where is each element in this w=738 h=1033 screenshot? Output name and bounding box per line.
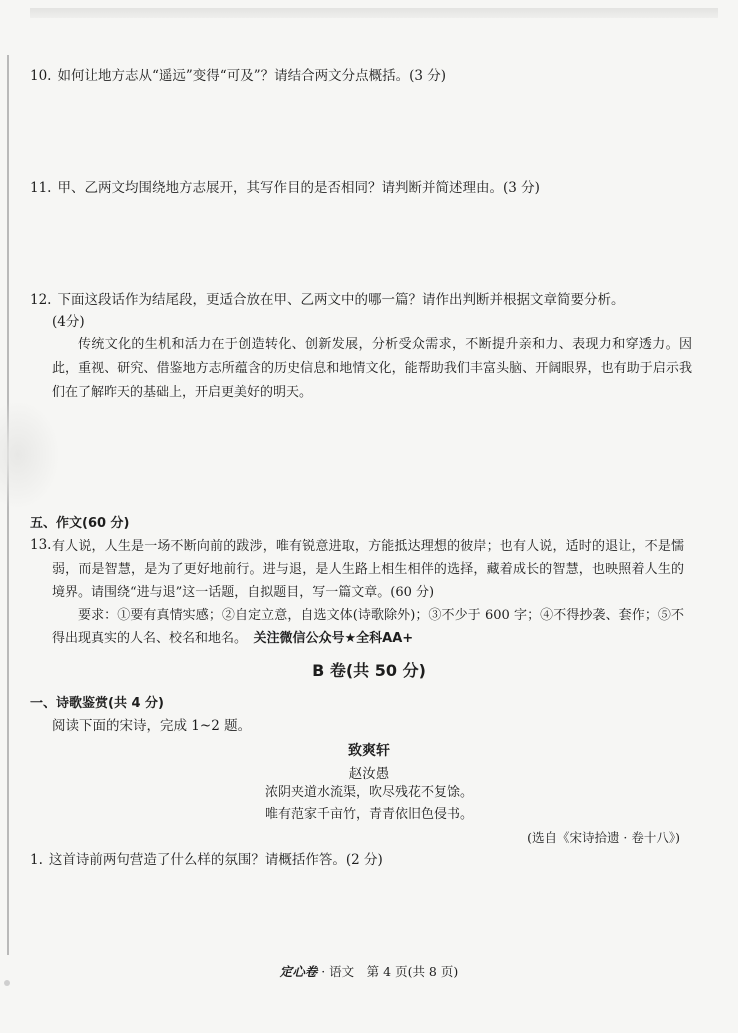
essay-prompt: [52, 535, 684, 650]
question-number: 11.: [30, 180, 52, 196]
question-13-number: 13.: [30, 537, 52, 553]
section-5-heading: 五、作文(60 分): [30, 516, 130, 531]
question-11: [30, 178, 540, 198]
question-10: [30, 66, 446, 86]
poem-line-1: 浓阴夹道水流渠，吹尽残花不复馀。: [264, 785, 473, 800]
reading-instruction: 阅读下面的宋诗，完成 1~2 题。: [52, 718, 252, 734]
poem-line-2: 唯有范家千亩竹，青青依旧色侵书。: [264, 807, 473, 822]
poetry-section-heading: 一、诗歌鉴赏(共 4 分): [30, 696, 164, 711]
poem-title: 致爽轩: [348, 743, 390, 759]
poem-author: 赵汝愚: [348, 766, 390, 782]
volume-b-title: B 卷(共 50 分): [312, 661, 426, 680]
poem-source: (选自《宋诗拾遗 · 卷十八》): [527, 830, 680, 845]
question-text: 如何让地方志从“遥远”变得“可及”？请结合两文分点概括。(3 分): [57, 68, 447, 84]
page-footer: [0, 962, 738, 980]
question-12: [30, 290, 624, 310]
essay-prompt-text: 有人说，人生是一场不断向前的跋涉，唯有锐意进取，方能抵达理想的彼岸；也有人说，适时的退让，不是懦弱，而是智慧，是为了更好地前行。进与退，是人生路上相生相伴的选择，藏着成长的智慧，也映照着人生的境界。请围绕“进与退”这一话题，自拟题目，写一篇文章。(60 分): [52, 539, 684, 600]
footer-brand: 定心卷: [279, 964, 318, 979]
question-b1: [30, 850, 383, 870]
footer-page-info: · 语文 第 4 页(共 8 页): [317, 964, 459, 979]
question-number: 1.: [30, 852, 43, 868]
question-number: 10.: [30, 68, 52, 84]
passage-text: 传统文化的生机和活力在于创造转化、创新发展，分析受众需求，不断提升亲和力、表现力和穿透力。因此，重视、研究、借鉴地方志所蕴含的历史信息和地情文化，能帮助我们丰富头脑、开阔眼界，也有助于启示我们在了解昨天的基础上，开启更美好的明天。: [52, 337, 692, 400]
question-text: 这首诗前两句营造了什么样的氛围？请概括作答。(2 分): [48, 852, 383, 868]
question-text: 下面这段话作为结尾段，更适合放在甲、乙两文中的哪一篇？请作出判断并根据文章简要分析。: [57, 292, 625, 308]
watermark-text: 关注微信公众号★全科AA+: [253, 631, 414, 646]
requirements-text: 要求：①要有真情实感；②自定立意，自选文体(诗歌除外)；③不少于 600 字；④不得抄袭、套作；⑤不得出现真实的人名、校名和地名。: [52, 608, 684, 646]
question-text: 甲、乙两文均围绕地方志展开，其写作目的是否相同？请判断并简述理由。(3 分): [57, 180, 540, 196]
essay-requirements: [52, 604, 684, 650]
question-12-score: (4分): [52, 314, 85, 330]
question-number: 12.: [30, 292, 52, 308]
quoted-passage: [52, 333, 692, 405]
